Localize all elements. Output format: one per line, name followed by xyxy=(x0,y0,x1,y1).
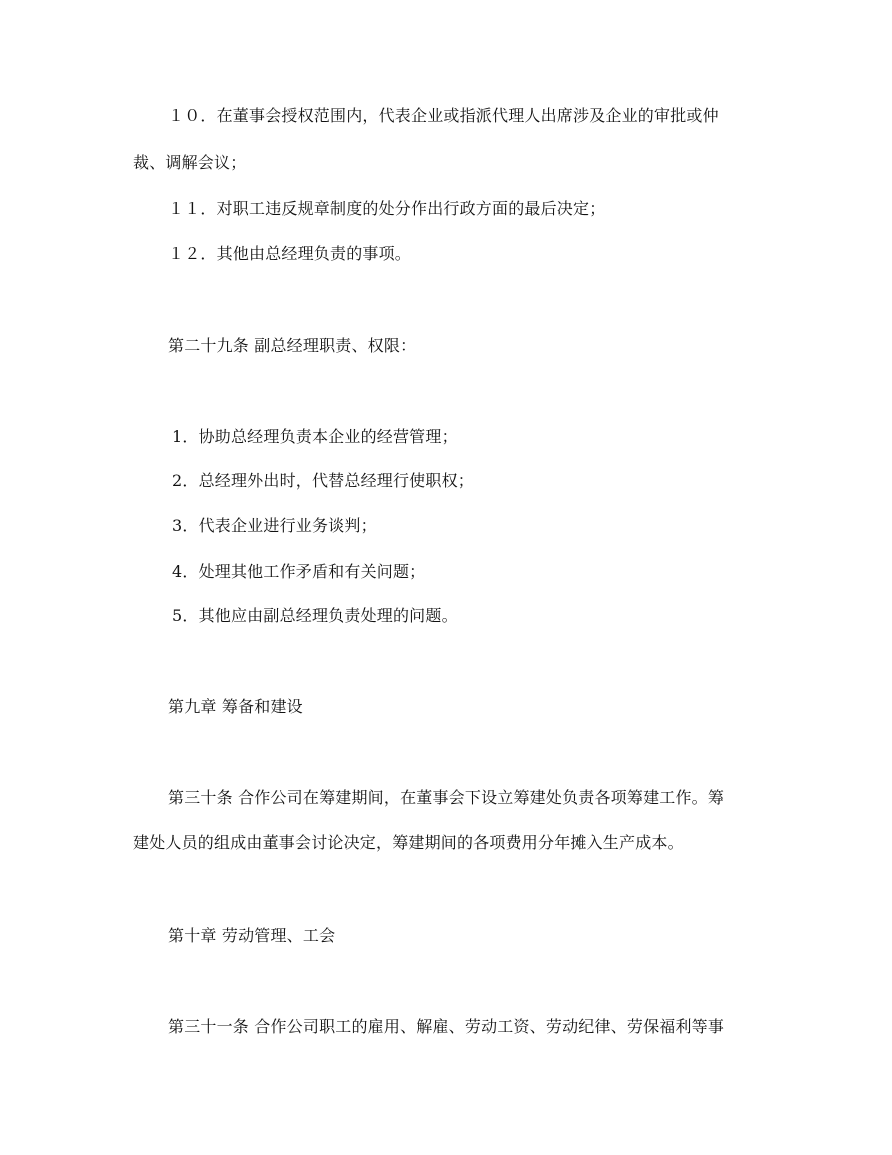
article-29-item-5: 5．其他应由副总经理负责处理的问题。 xyxy=(172,606,458,625)
article-30-line2: 建处人员的组成由董事会讨论决定，筹建期间的各项费用分年摊入生产成本。 xyxy=(133,833,684,852)
chapter-10-heading: 第十章 劳动管理、工会 xyxy=(168,926,336,945)
paragraph-item-11: １１．对职工违反规章制度的处分作出行政方面的最后决定； xyxy=(168,199,606,218)
article-31-line1: 第三十一条 合作公司职工的雇用、解雇、劳动工资、劳动纪律、劳保福利等事 xyxy=(168,1017,725,1036)
chapter-9-heading: 第九章 筹备和建设 xyxy=(168,697,303,716)
article-29-item-3: 3．代表企业进行业务谈判； xyxy=(172,516,377,535)
article-29-heading: 第二十九条 副总经理职责、权限： xyxy=(168,336,417,355)
article-30-line1: 第三十条 合作公司在筹建期间，在董事会下设立筹建处负责各项筹建工作。筹 xyxy=(168,788,725,807)
paragraph-item-10-line2: 裁、调解会议； xyxy=(133,153,247,172)
article-29-item-4: 4．处理其他工作矛盾和有关问题； xyxy=(172,562,426,581)
paragraph-item-10-line1: １０．在董事会授权范围内，代表企业或指派代理人出席涉及企业的审批或仲 xyxy=(168,106,719,125)
article-29-item-1: 1．协助总经理负责本企业的经营管理； xyxy=(172,427,458,446)
paragraph-item-12: １２．其他由总经理负责的事项。 xyxy=(168,244,412,263)
article-29-item-2: 2．总经理外出时，代替总经理行使职权； xyxy=(172,471,474,490)
